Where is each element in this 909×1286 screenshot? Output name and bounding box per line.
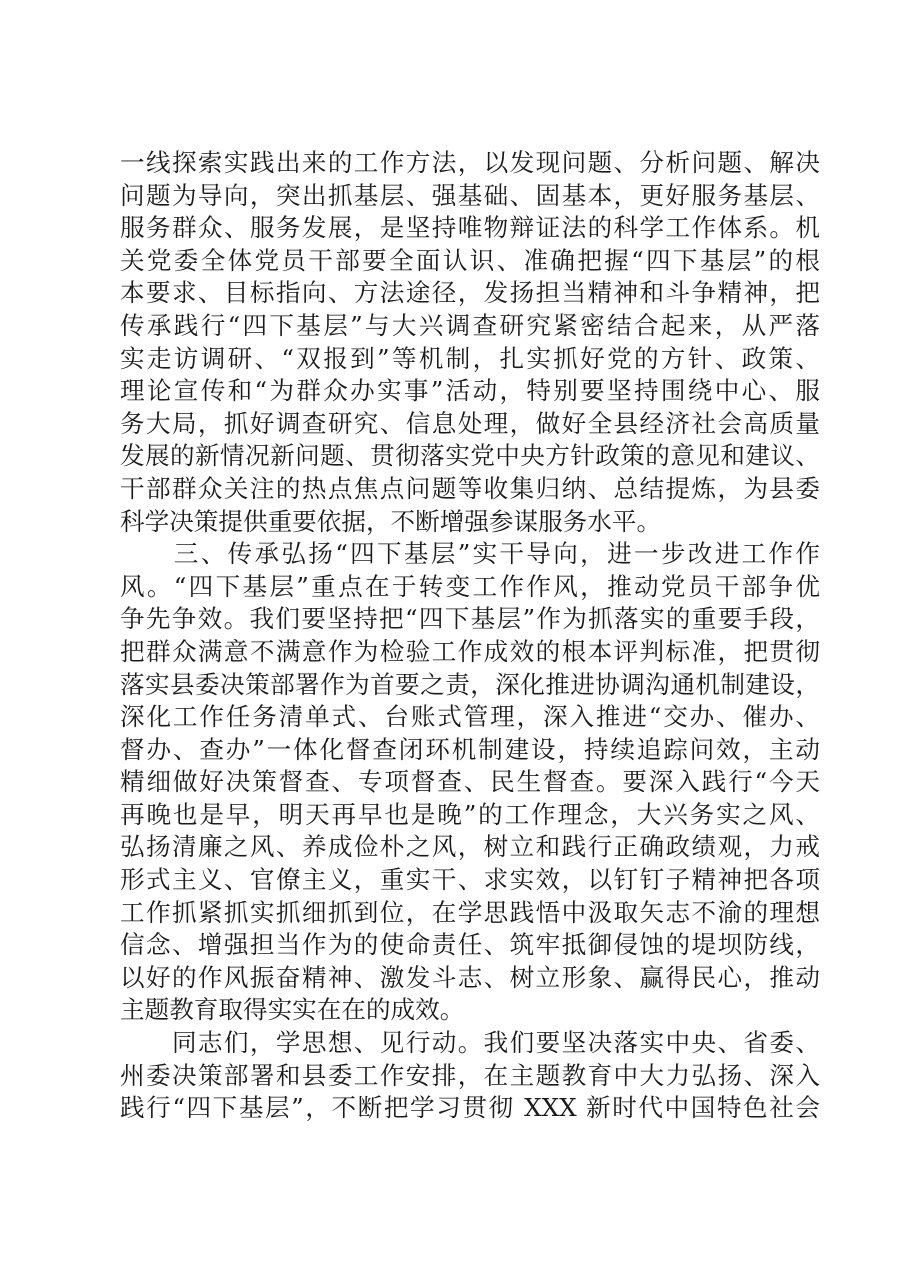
- text-line: 本要求、目标指向、方法途径，发扬担当精神和斗争精神，把: [120, 278, 820, 308]
- text-line: 信念、增强担当作为的使命责任、筑牢抵御侵蚀的堤坝防线，: [120, 930, 820, 960]
- text-line: 落实县委决策部署作为首要之责，深化推进协调沟通机制建设，: [120, 669, 820, 699]
- text-line: 精细做好决策督查、专项督查、民生督查。要深入践行“今天: [120, 767, 820, 797]
- text-line: 以好的作风振奋精神、激发斗志、树立形象、赢得民心，推动: [120, 962, 820, 992]
- text-line: 传承践行“四下基层”与大兴调查研究紧密结合起来，从严落: [120, 310, 820, 340]
- text-line: 把群众满意不满意作为检验工作成效的根本评判标准，把贯彻: [120, 636, 820, 666]
- text-line: 理论宣传和“为群众办实事”活动，特别要坚持围绕中心、服: [120, 376, 820, 406]
- text-line: 同志们，学思想、见行动。我们要坚决落实中央、省委、: [120, 1028, 820, 1058]
- text-line: 干部群众关注的热点焦点问题等收集归纳、总结提炼，为县委: [120, 473, 820, 503]
- text-line: 一线探索实践出来的工作方法，以发现问题、分析问题、解决: [120, 148, 820, 177]
- text-line: 深化工作任务清单式、台账式管理，深入推进“交办、催办、: [120, 702, 820, 732]
- text-line: 风。“四下基层”重点在于转变工作作风，推动党员干部争优: [120, 571, 820, 601]
- text-line: 主题教育取得实实在在的成效。: [120, 995, 465, 1025]
- text-line: 关党委全体党员干部要全面认识、准确把握“四下基层”的根: [120, 245, 820, 275]
- text-line: 形式主义、官僚主义，重实干、求实效，以钉钉子精神把各项: [120, 865, 820, 895]
- text-line: 弘扬清廉之风、养成俭朴之风，树立和践行正确政绩观，力戒: [120, 832, 820, 862]
- text-line: 科学决策提供重要依据，不断增强参谋服务水平。: [120, 506, 662, 536]
- text-line: 问题为导向，突出抓基层、强基础、固基本，更好服务基层、: [120, 180, 820, 210]
- text-line: 践行“四下基层”，不断把学习贯彻 XXX 新时代中国特色社会: [120, 1093, 820, 1123]
- text-line: 三、传承弘扬“四下基层”实干导向，进一步改进工作作: [120, 539, 820, 569]
- text-line: 再晚也是早，明天再早也是晚”的工作理念，大兴务实之风、: [120, 799, 820, 829]
- text-line: 州委决策部署和县委工作安排，在主题教育中大力弘扬、深入: [120, 1060, 820, 1090]
- text-line: 发展的新情况新问题、贯彻落实党中央方针政策的意见和建议、: [120, 441, 820, 471]
- text-line: 工作抓紧抓实抓细抓到位，在学思践悟中汲取矢志不渝的理想: [120, 897, 820, 927]
- text-line: 服务群众、服务发展，是坚持唯物辩证法的科学工作体系。机: [120, 213, 820, 243]
- text-line: 争先争效。我们要坚持把“四下基层”作为抓落实的重要手段，: [120, 604, 820, 634]
- text-line: 实走访调研、“双报到”等机制，扎实抓好党的方针、政策、: [120, 343, 820, 373]
- body-text: [120, 147, 820, 1125]
- text-line: 务大局，抓好调查研究、信息处理，做好全县经济社会高质量: [120, 408, 820, 438]
- text-line: 督办、查办”一体化督查闭环机制建设，持续追踪问效，主动: [120, 734, 820, 764]
